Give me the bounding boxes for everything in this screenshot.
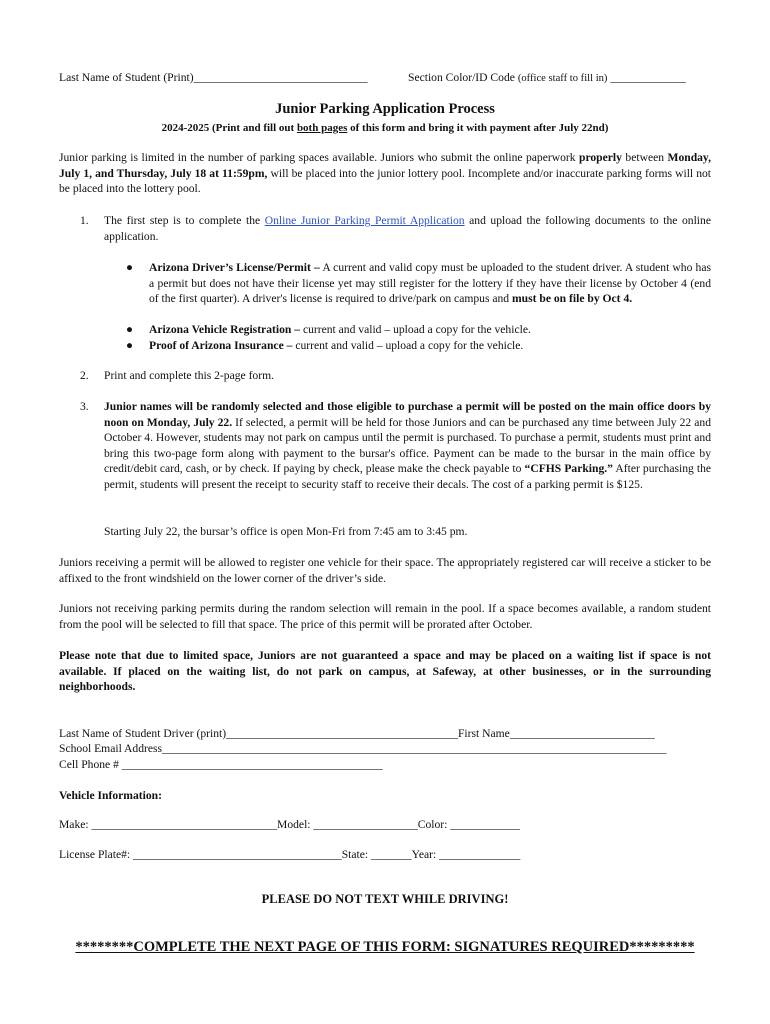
driver-name-field[interactable]: Last Name of Student Driver (print)________________________________________First Name_________________________ — [59, 727, 655, 740]
section-code-note: (office staff to fill in) — [517, 73, 608, 84]
subtitle-pre: (Print and fill out — [211, 122, 295, 134]
plate-state-year-field[interactable]: License Plate#: ____________________________________State: _______Year: ______________ — [59, 848, 521, 861]
step-3-bold: Junior names will be randomly selected and those eligible to purchase a permit will be posted on the main office doors by noon on Monday, July 22. — [104, 400, 711, 429]
page-subtitle — [0, 121, 770, 137]
vehicle-make-model-color-field[interactable]: Make: ________________________________Model: __________________Color: ____________ — [59, 818, 520, 831]
section-code-blank[interactable]: _____________ — [610, 71, 686, 84]
step-3-number: 3. — [80, 400, 89, 413]
bullet-1-tail: must be on file by Oct 4. — [512, 292, 633, 306]
bullet-icon: ● — [126, 323, 134, 336]
subtitle-year: 2024-2025 — [161, 122, 210, 134]
bullet-vehicle-registration — [149, 322, 711, 338]
bullet-1-head: Arizona Driver’s License/Permit – — [149, 261, 320, 274]
intro-bold-dates: Monday, July 1, and Thursday, July 18 at 11:59pm, — [59, 151, 711, 180]
bullet-3-text: current and valid – upload a copy for the vehicle. — [295, 339, 524, 352]
cell-phone-field[interactable]: Cell Phone # _____________________________________________ — [59, 758, 383, 771]
bullet-icon: ● — [126, 339, 134, 352]
intro-text-1: Junior parking is limited in the number of parking spaces available. Juniors who submit the online paperwork — [59, 151, 576, 164]
step-3-text — [104, 399, 711, 493]
receiving-permit-paragraph: Juniors receiving a permit will be allowed to register one vehicle for their space. The appropriately registered car will receive a sticker to be affixed to the front windshield on the lower corner of the driver’s side. — [59, 556, 711, 585]
page-title: Junior Parking Application Process — [275, 101, 495, 117]
subtitle-both-pages: both pages — [296, 122, 348, 134]
step-3-payee: “CFHS Parking.” — [524, 462, 613, 476]
step-3-body-2: After purchasing the permit, students will present the receipt to security staff to receive their decals. The cost of a parking permit is $125. — [104, 462, 712, 491]
step-1-text — [104, 213, 711, 244]
step-1-post: and upload the following documents to the online application. — [104, 214, 711, 243]
step-2-text: Print and complete this 2-page form. — [104, 369, 275, 382]
bullet-icon: ● — [126, 261, 134, 274]
bullet-insurance — [149, 338, 711, 354]
intro-text-2: between — [625, 151, 665, 164]
step-2-number: 2. — [80, 369, 89, 382]
last-name-field[interactable]: Last Name of Student (Print)______________________________ — [59, 71, 368, 84]
application-link[interactable]: Online Junior Parking Permit Application — [264, 214, 465, 227]
intro-bold-properly: properly — [579, 151, 622, 164]
waiting-list-notice: Please note that due to limited space, Juniors are not guaranteed a space and may be placed on a waiting list if space is not available. If placed on the waiting list, do not park on campus, at Safeway, at other businesses, or in the surrounding neighborhoods. — [59, 649, 711, 694]
vehicle-info-heading: Vehicle Information: — [59, 789, 162, 802]
school-email-field[interactable]: School Email Address_______________________________________________________________________________________ — [59, 742, 667, 755]
bursar-hours: Starting July 22, the bursar’s office is open Mon-Fri from 7:45 am to 3:45 pm. — [104, 525, 468, 538]
no-texting-warning: PLEASE DO NOT TEXT WHILE DRIVING! — [261, 892, 509, 906]
step-3-body: If selected, a permit will be held for those Juniors and can be purchased any time between July 22 and October 4. However, students may not park on campus until the permit is purchased. To purchase a permit, students must print and bring this two-page form along with payment to the bursar's office. Payment can be made to the bursar in the main office by credit/debit card, cash, or by check. If paying by check, please make the check payable to — [104, 415, 712, 476]
section-code-field[interactable] — [408, 70, 686, 87]
bullet-2-head: Arizona Vehicle Registration – — [149, 323, 301, 336]
next-page-notice: ********COMPLETE THE NEXT PAGE OF THIS FORM: SIGNATURES REQUIRED********* — [75, 939, 695, 955]
bullet-1-text: A current and valid copy must be uploaded to the student driver. A student who has a permit but does not have their license yet may still register for the lottery if they have their license by October 4 (end of the first quarter). A driver's license is required to drive/park on campus and — [149, 261, 711, 306]
not-receiving-permit-paragraph: Juniors not receiving parking permits during the random selection will remain in the pool. If a space becomes available, a random student from the pool will be selected to fill that space. The price of this permit will be prorated after October. — [59, 602, 711, 631]
step-1-number: 1. — [80, 214, 89, 227]
step-1-pre: The first step is to complete the — [104, 214, 261, 227]
bullet-drivers-license — [149, 260, 711, 307]
header-line — [59, 70, 711, 86]
section-code-label: Section Color/ID Code — [408, 71, 515, 84]
intro-text-3: will be placed into the junior lottery pool. Incomplete and/or inaccurate parking forms will not be placed into the lottery pool. — [59, 166, 712, 196]
intro-paragraph — [59, 150, 711, 197]
bullet-3-head: Proof of Arizona Insurance – — [149, 339, 293, 352]
subtitle-post: of this form and bring it with payment after July 22nd) — [350, 122, 609, 134]
bullet-2-text: current and valid – upload a copy for the vehicle. — [302, 323, 531, 336]
